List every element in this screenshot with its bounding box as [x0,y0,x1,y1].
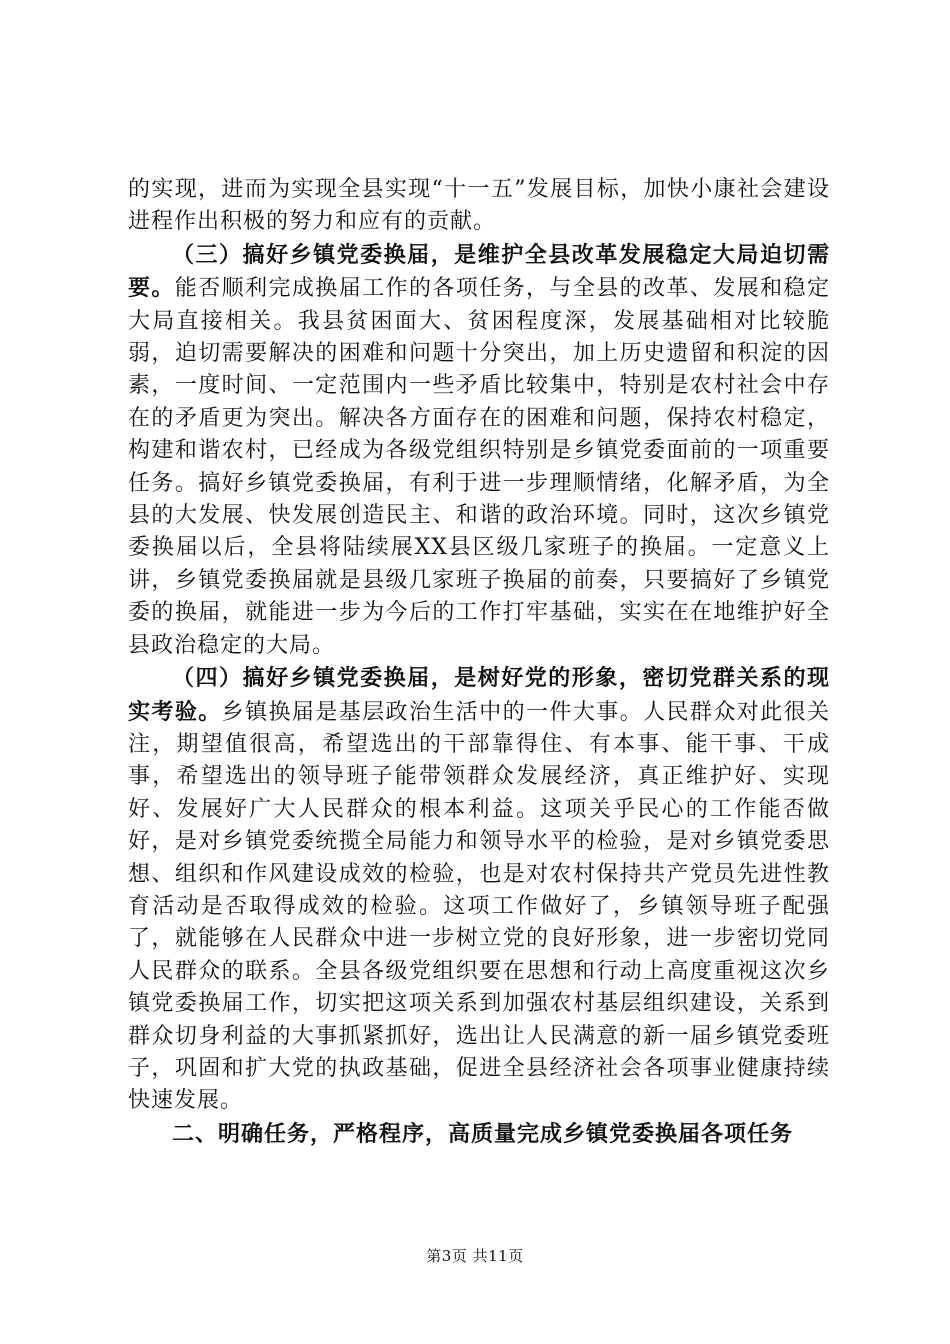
paragraph-continuation: 的实现，进而为实现全县实现“十一五”发展目标，加快小康社会建设进程作出积极的努力和应有的贡献。 [128,177,830,235]
document-body [128,174,830,1150]
section-heading-2: 二、明确任务，严格程序，高质量完成乡镇党委换届各项任务 [172,1120,794,1147]
section-4-lead: （四）搞好乡镇党委换届，是树好党的形象，密切党群关系的现实考验。 [128,665,830,725]
paragraph-section-3 [128,239,830,662]
page-number-footer: 第3页 共11页 [426,1247,524,1265]
section-3-lead: （三）搞好乡镇党委换届，是维护全县改革发展稳定大局迫切需要。 [128,241,830,302]
section-4-body: 乡镇换届是基层政治生活中的一件大事。人民群众对此很关注，期望值很高，希望选出的干部靠得住、有本事、能干事、干成事，希望选出的领导班子能带领群众发展经济，真正维护好、实现好、发展好广大人民群众的根本利益。这项关乎民心的工作能否做好，是对乡镇党委统揽全局能力和领导水平的检验，是对乡镇党委思想、组织和作风建设成效的检验，也是对农村保持共产党员先进性教育活动是否取得成效的检验。这项工作做好了，乡镇领导班子配强了，就能够在人民群众中进一步树立党的良好形象，进一步密切党同人民群众的联系。全县各级党组织要在思想和行动上高度重视这次乡镇党委换届工作，切实把这项关系到加强农村基层组织建设，关系到群众切身利益的大事抓紧抓好，选出让人民满意的新一届乡镇党委班子，巩固和扩大党的执政基础，促进全县经济社会各项事业健康持续快速发展。 [128,699,830,1114]
paragraph-section-4 [128,662,830,1118]
section-3-body: 能否顺利完成换届工作的各项任务，与全县的改革、发展和稳定大局直接相关。我县贫困面大、贫困程度深，发展基础相对比较脆弱，迫切需要解决的困难和问题十分突出，加上历史遗留和积淀的因素，一度时间、一定范围内一些矛盾比较集中，特别是农村社会中存在的矛盾更为突出。解决各方面存在的困难和问题，保持农村稳定，构建和谐农村，已经成为各级党组织特别是乡镇党委面前的一项重要任务。搞好乡镇党委换届，有利于进一步理顺情绪，化解矛盾，为全县的大发展、快发展创造民主、和谐的政治环境。同时，这次乡镇党委换届以后，全县将陆续展XX县区级几家班子的换届。一定意义上讲，乡镇党委换届就是县级几家班子换届的前奏，只要搞好了乡镇党委的换届，就能进一步为今后的工作打牢基础，实实在在地维护好全县政治稳定的大局。 [128,276,830,658]
